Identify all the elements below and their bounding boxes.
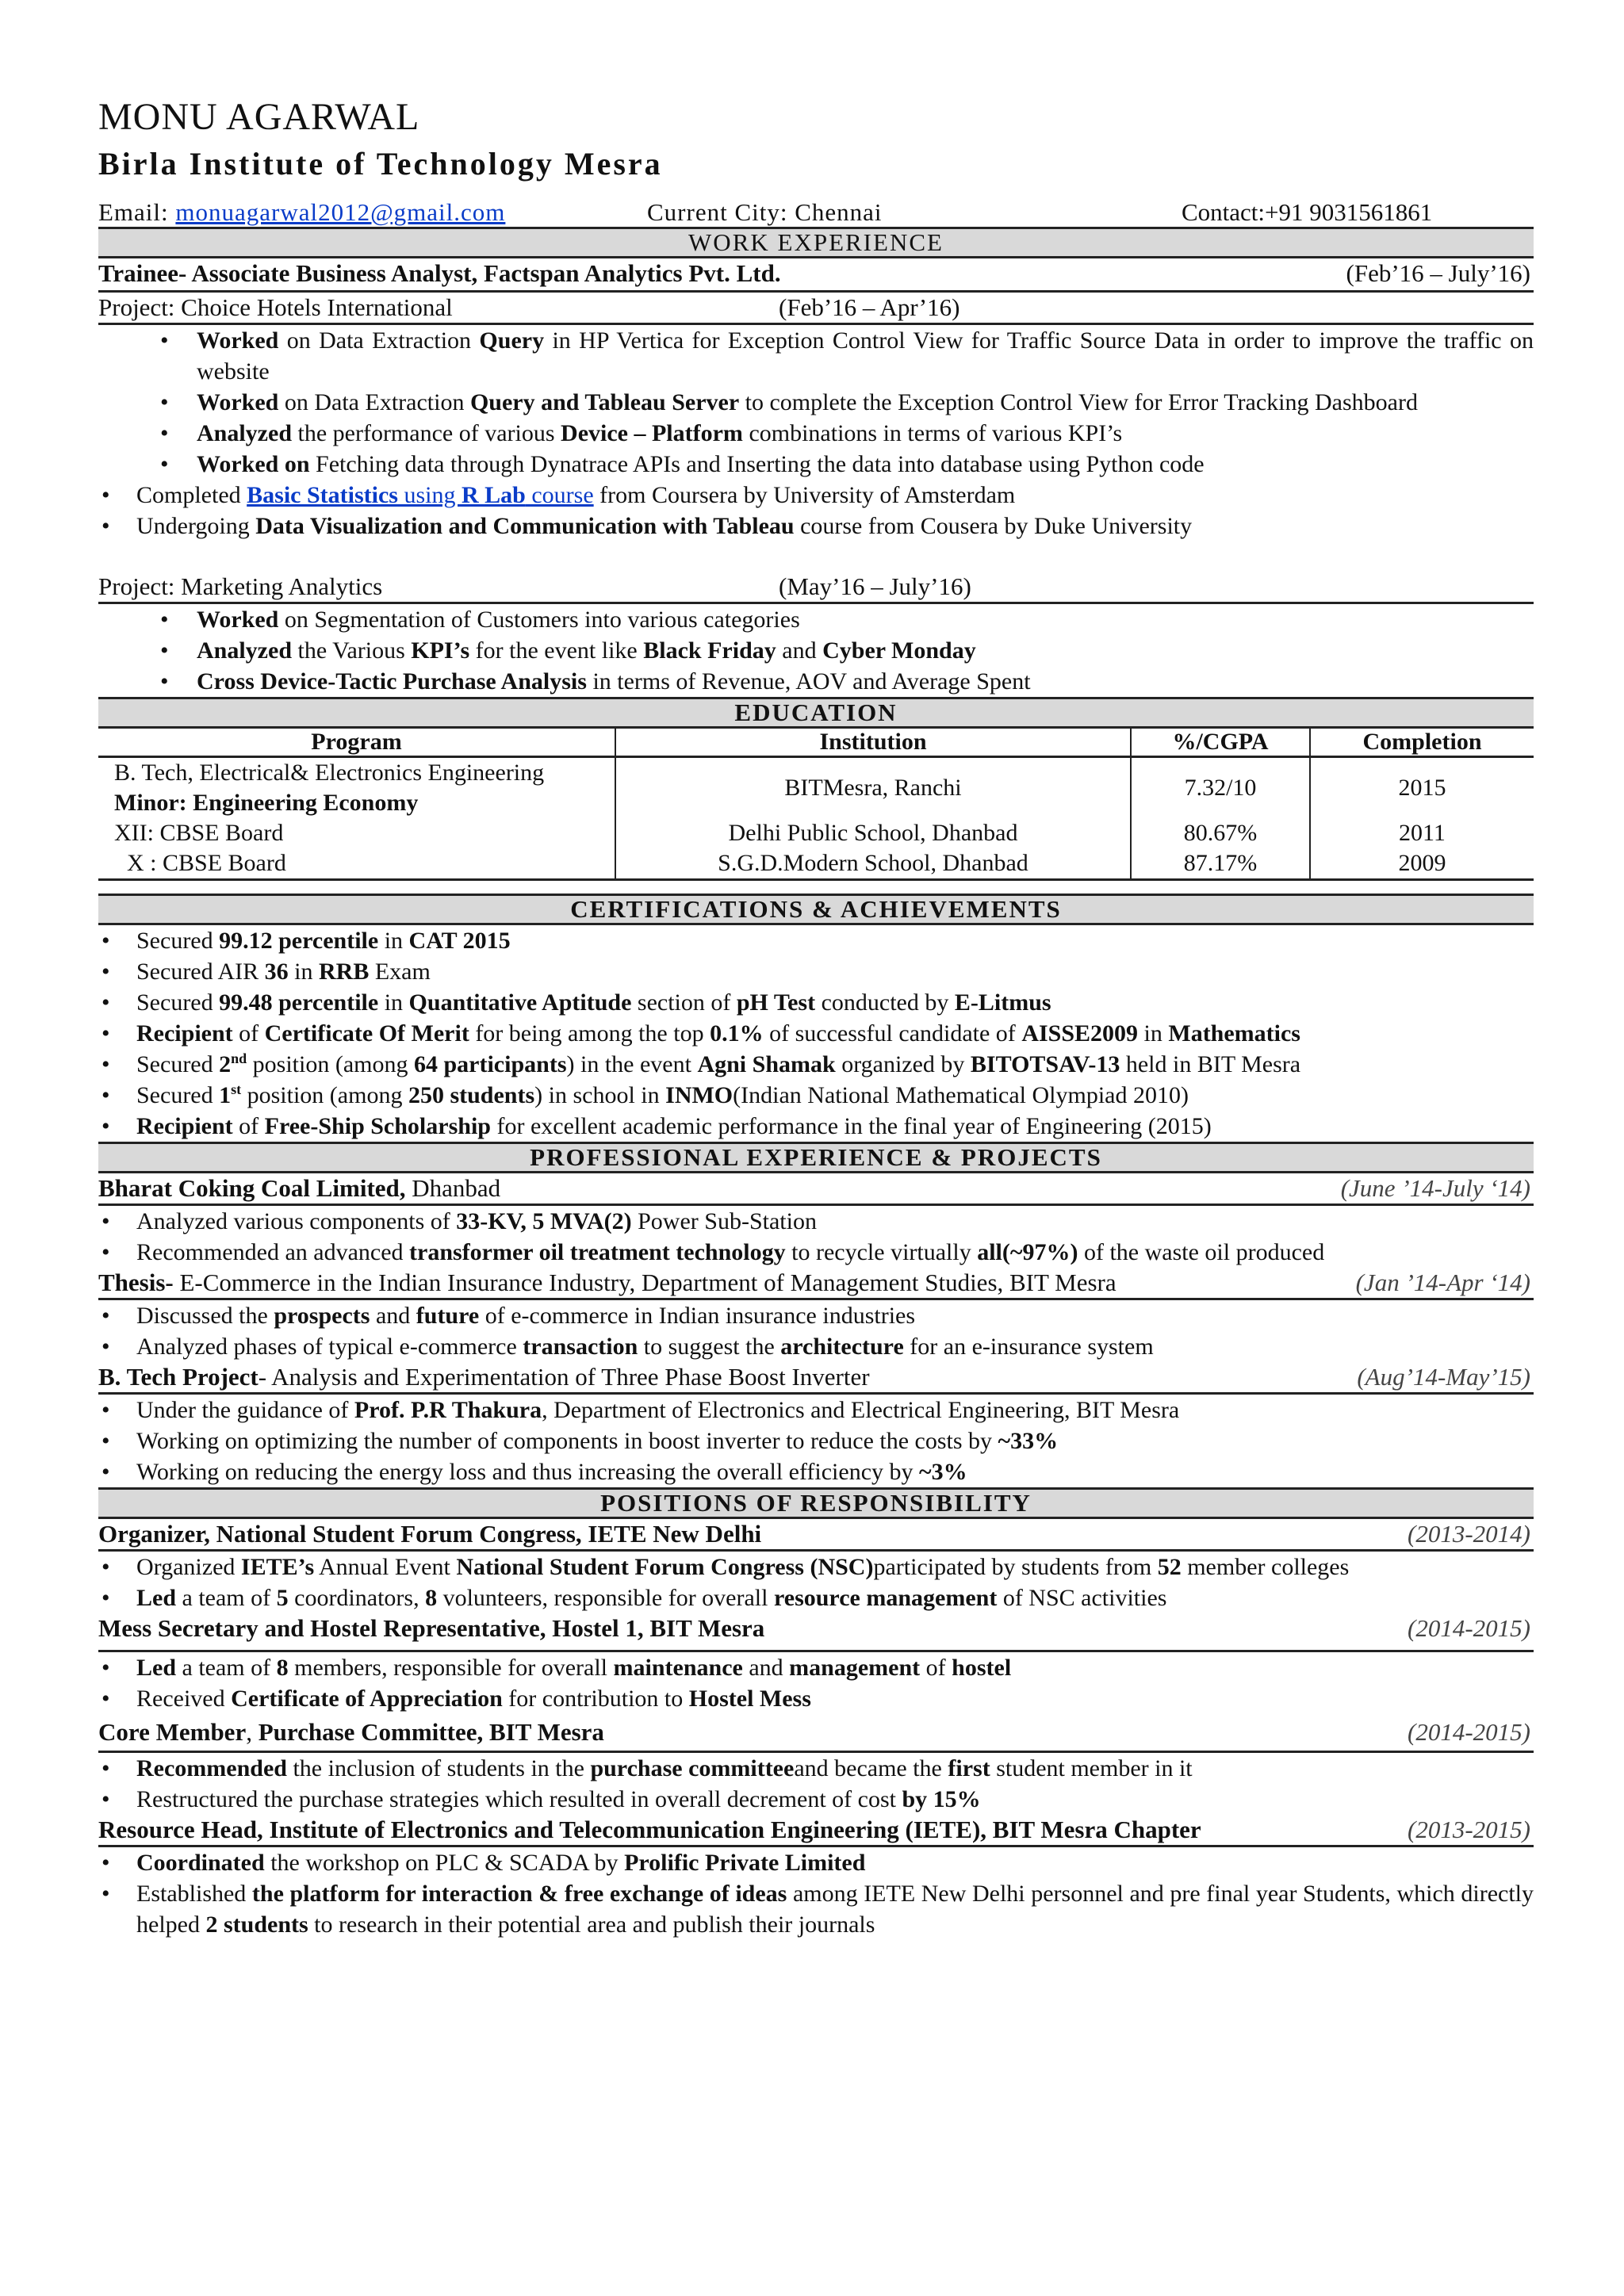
col-program: Program xyxy=(98,729,615,757)
list-item: • Undergoing Data Visualization and Communication with Tableau course from Cousera by Duke University xyxy=(98,511,1534,541)
email-link[interactable]: monuagarwal2012@gmail.com xyxy=(175,198,506,226)
position-role: Organizer, National Student Forum Congress, IETE New Delhi xyxy=(98,1520,762,1548)
list-item: • Under the guidance of Prof. P.R Thakura, Department of Electronics and Electrical Engineering, BIT Mesra xyxy=(98,1395,1534,1425)
table-row xyxy=(98,818,1534,848)
list-item: • Received Certificate of Appreciation for contribution to Hostel Mess xyxy=(98,1683,1534,1714)
list-item: • Secured AIR 36 in RRB Exam xyxy=(98,956,1534,987)
cell-score: 87.17% xyxy=(1131,848,1310,880)
project-marketing: Project: Marketing Analytics xyxy=(98,572,383,600)
thesis-dates: (Jan ’14-Apr ‘14) xyxy=(1355,1269,1530,1296)
list-item: • Analyzed the Various KPI’s for the event like Black Friday and Cyber Monday xyxy=(98,635,1534,666)
list-item: • Worked on Segmentation of Customers into various categories xyxy=(98,604,1534,635)
position-dates: (2013-2014) xyxy=(1408,1520,1530,1548)
education-table xyxy=(98,729,1534,881)
position-bullets xyxy=(98,1753,1534,1815)
cell-institution: S.G.D.Modern School, Dhanbad xyxy=(615,848,1131,880)
list-item: • Secured 99.48 percentile in Quantitative Aptitude section of pH Test conducted by E-Litmus xyxy=(98,987,1534,1018)
current-city: Current City: Chennai xyxy=(647,198,883,226)
position-bullets xyxy=(98,1847,1534,1940)
cell-program: X : CBSE Board xyxy=(98,848,615,880)
project-choice-hotels-row xyxy=(98,293,1534,325)
bccl-row xyxy=(98,1173,1534,1206)
contact-row xyxy=(98,198,1534,227)
list-item: • Worked on Fetching data through Dynatrace APIs and Inserting the data into database using Python code xyxy=(98,449,1534,480)
list-item: • Organized IETE’s Annual Event National Student Forum Congress (NSC)participated by students from 52 member colleges xyxy=(98,1552,1534,1582)
bccl-title: Bharat Coking Coal Limited, Dhanbad xyxy=(98,1174,501,1202)
work-role-row xyxy=(98,258,1534,293)
thesis-bullets xyxy=(98,1300,1534,1362)
list-item: • Working on reducing the energy loss and thus increasing the overall efficiency by ~3% xyxy=(98,1456,1534,1487)
col-score: %/CGPA xyxy=(1131,729,1310,757)
thesis-title: Thesis- E-Commerce in the Indian Insurance Industry, Department of Management Studies, BIT Mesra xyxy=(98,1269,1116,1296)
btech-project-bullets xyxy=(98,1395,1534,1487)
project-marketing-dates: (May’16 – July’16) xyxy=(779,572,971,600)
cell-institution: BITMesra, Ranchi xyxy=(615,757,1131,819)
cell-score: 7.32/10 xyxy=(1131,757,1310,819)
cell-program: B. Tech, Electrical& Electronics Engineering Minor: Engineering Economy xyxy=(114,760,545,816)
position-dates: (2014-2015) xyxy=(1408,1614,1530,1642)
position-role: Mess Secretary and Hostel Representative, Hostel 1, BIT Mesra xyxy=(98,1614,765,1642)
list-item: • Cross Device-Tactic Purchase Analysis in terms of Revenue, AOV and Average Spent xyxy=(98,666,1534,697)
table-header-row xyxy=(98,729,1534,757)
position-dates: (2013-2015) xyxy=(1408,1816,1530,1843)
certifications-list xyxy=(98,925,1534,1142)
project-marketing-row xyxy=(98,572,1534,604)
list-item: • Secured 99.12 percentile in CAT 2015 xyxy=(98,925,1534,956)
position-row xyxy=(98,1815,1534,1847)
position-role: Resource Head, Institute of Electronics and Telecommunication Engineering (IETE), BIT Mesra Chapter xyxy=(98,1816,1201,1843)
position-bullets xyxy=(98,1652,1534,1714)
table-row xyxy=(98,757,1534,819)
email-block xyxy=(98,198,505,227)
list-item: • Recipient of Free-Ship Scholarship for excellent academic performance in the final year of Engineering (2015) xyxy=(98,1111,1534,1142)
section-work-experience: WORK EXPERIENCE xyxy=(98,227,1534,258)
work-role: Trainee- Associate Business Analyst, Factspan Analytics Pvt. Ltd. xyxy=(98,259,781,287)
section-projects: PROFESSIONAL EXPERIENCE & PROJECTS xyxy=(98,1142,1534,1173)
list-item: • Recommended an advanced transformer oil treatment technology to recycle virtually all(~97%) of the waste oil produced xyxy=(98,1237,1534,1268)
course-link[interactable]: Basic Statistics using R Lab course xyxy=(247,482,594,508)
list-item: • Working on optimizing the number of components in boost inverter to reduce the costs by ~33% xyxy=(98,1425,1534,1456)
marketing-bullets xyxy=(98,604,1534,697)
cell-year: 2011 xyxy=(1310,818,1534,848)
list-item: • Secured 1st position (among 250 students) in school in INMO(Indian National Mathematical Olympiad 2010) xyxy=(98,1080,1534,1111)
position-bullets xyxy=(98,1552,1534,1613)
section-positions: POSITIONS OF RESPONSIBILITY xyxy=(98,1487,1534,1519)
institute-name: Birla Institute of Technology Mesra xyxy=(98,146,663,182)
bccl-dates: (June ’14-July ‘14) xyxy=(1340,1174,1530,1202)
list-item: • Discussed the prospects and future of e-commerce in Indian insurance industries xyxy=(98,1300,1534,1331)
list-item: • Recipient of Certificate Of Merit for being among the top 0.1% of successful candidate of AISSE2009 in Mathematics xyxy=(98,1018,1534,1049)
list-item: • Established the platform for interaction & free exchange of ideas among IETE New Delhi personnel and pre final year Students, which directly helped 2 students to research in their potential area and publish their journals xyxy=(98,1878,1534,1940)
position-role: Core Member, Purchase Committee, BIT Mesra xyxy=(98,1718,604,1746)
list-item: • Analyzed phases of typical e-commerce transaction to suggest the architecture for an e-insurance system xyxy=(98,1331,1534,1362)
col-institution: Institution xyxy=(615,729,1131,757)
cell-program: XII: CBSE Board xyxy=(114,820,284,846)
list-item: • Secured 2nd position (among 64 participants) in the event Agni Shamak organized by BITOTSAV-13 held in BIT Mesra xyxy=(98,1049,1534,1080)
table-row xyxy=(98,848,1534,880)
list-item: • Analyzed the performance of various Device – Platform combinations in terms of various KPI’s xyxy=(98,418,1534,449)
position-row xyxy=(98,1519,1534,1552)
resume-page xyxy=(98,94,1534,1940)
list-item: • Recommended the inclusion of students in the purchase committeeand became the first student member in it xyxy=(98,1753,1534,1784)
cell-score: 80.67% xyxy=(1131,818,1310,848)
btech-project-title: B. Tech Project- Analysis and Experimentation of Three Phase Boost Inverter xyxy=(98,1363,870,1391)
cell-year: 2015 xyxy=(1310,757,1534,819)
list-item: • Led a team of 8 members, responsible for overall maintenance and management of hostel xyxy=(98,1652,1534,1683)
position-row xyxy=(98,1613,1534,1652)
cell-institution: Delhi Public School, Dhanbad xyxy=(615,818,1131,848)
section-education: EDUCATION xyxy=(98,697,1534,729)
list-item: • Analyzed various components of 33-KV, 5 MVA(2) Power Sub-Station xyxy=(98,1206,1534,1237)
list-item: • Completed Basic Statistics using R Lab course from Coursera by University of Amsterdam xyxy=(98,480,1534,511)
btech-project-dates: (Aug’14-May’15) xyxy=(1357,1363,1530,1391)
candidate-name: MONU AGARWAL xyxy=(98,96,420,138)
position-dates: (2014-2015) xyxy=(1408,1718,1530,1746)
list-item: • Worked on Data Extraction Query in HP Vertica for Exception Control View for Traffic Source Data in order to improve the traffic on website xyxy=(98,325,1534,387)
work-role-dates: (Feb’16 – July’16) xyxy=(1346,259,1530,287)
section-certifications: CERTIFICATIONS & ACHIEVEMENTS xyxy=(98,894,1534,925)
choice-hotels-bullets xyxy=(98,325,1534,480)
course-bullets xyxy=(98,480,1534,541)
email-label: Email: xyxy=(98,198,169,226)
cell-year: 2009 xyxy=(1310,848,1534,880)
contact-number: Contact:+91 9031561861 xyxy=(1182,198,1433,226)
bccl-bullets xyxy=(98,1206,1534,1268)
list-item: • Worked on Data Extraction Query and Tableau Server to complete the Exception Control View for Error Tracking Dashboard xyxy=(98,387,1534,418)
position-row xyxy=(98,1714,1534,1753)
list-item: • Restructured the purchase strategies which resulted in overall decrement of cost by 15% xyxy=(98,1784,1534,1815)
btech-project-row xyxy=(98,1362,1534,1395)
thesis-row xyxy=(98,1268,1534,1300)
project-choice-hotels-dates: (Feb’16 – Apr’16) xyxy=(779,293,960,321)
col-completion: Completion xyxy=(1310,729,1534,757)
project-choice-hotels: Project: Choice Hotels International xyxy=(98,293,453,321)
list-item: • Coordinated the workshop on PLC & SCADA by Prolific Private Limited xyxy=(98,1847,1534,1878)
list-item: • Led a team of 5 coordinators, 8 volunteers, responsible for overall resource management of NSC activities xyxy=(98,1582,1534,1613)
